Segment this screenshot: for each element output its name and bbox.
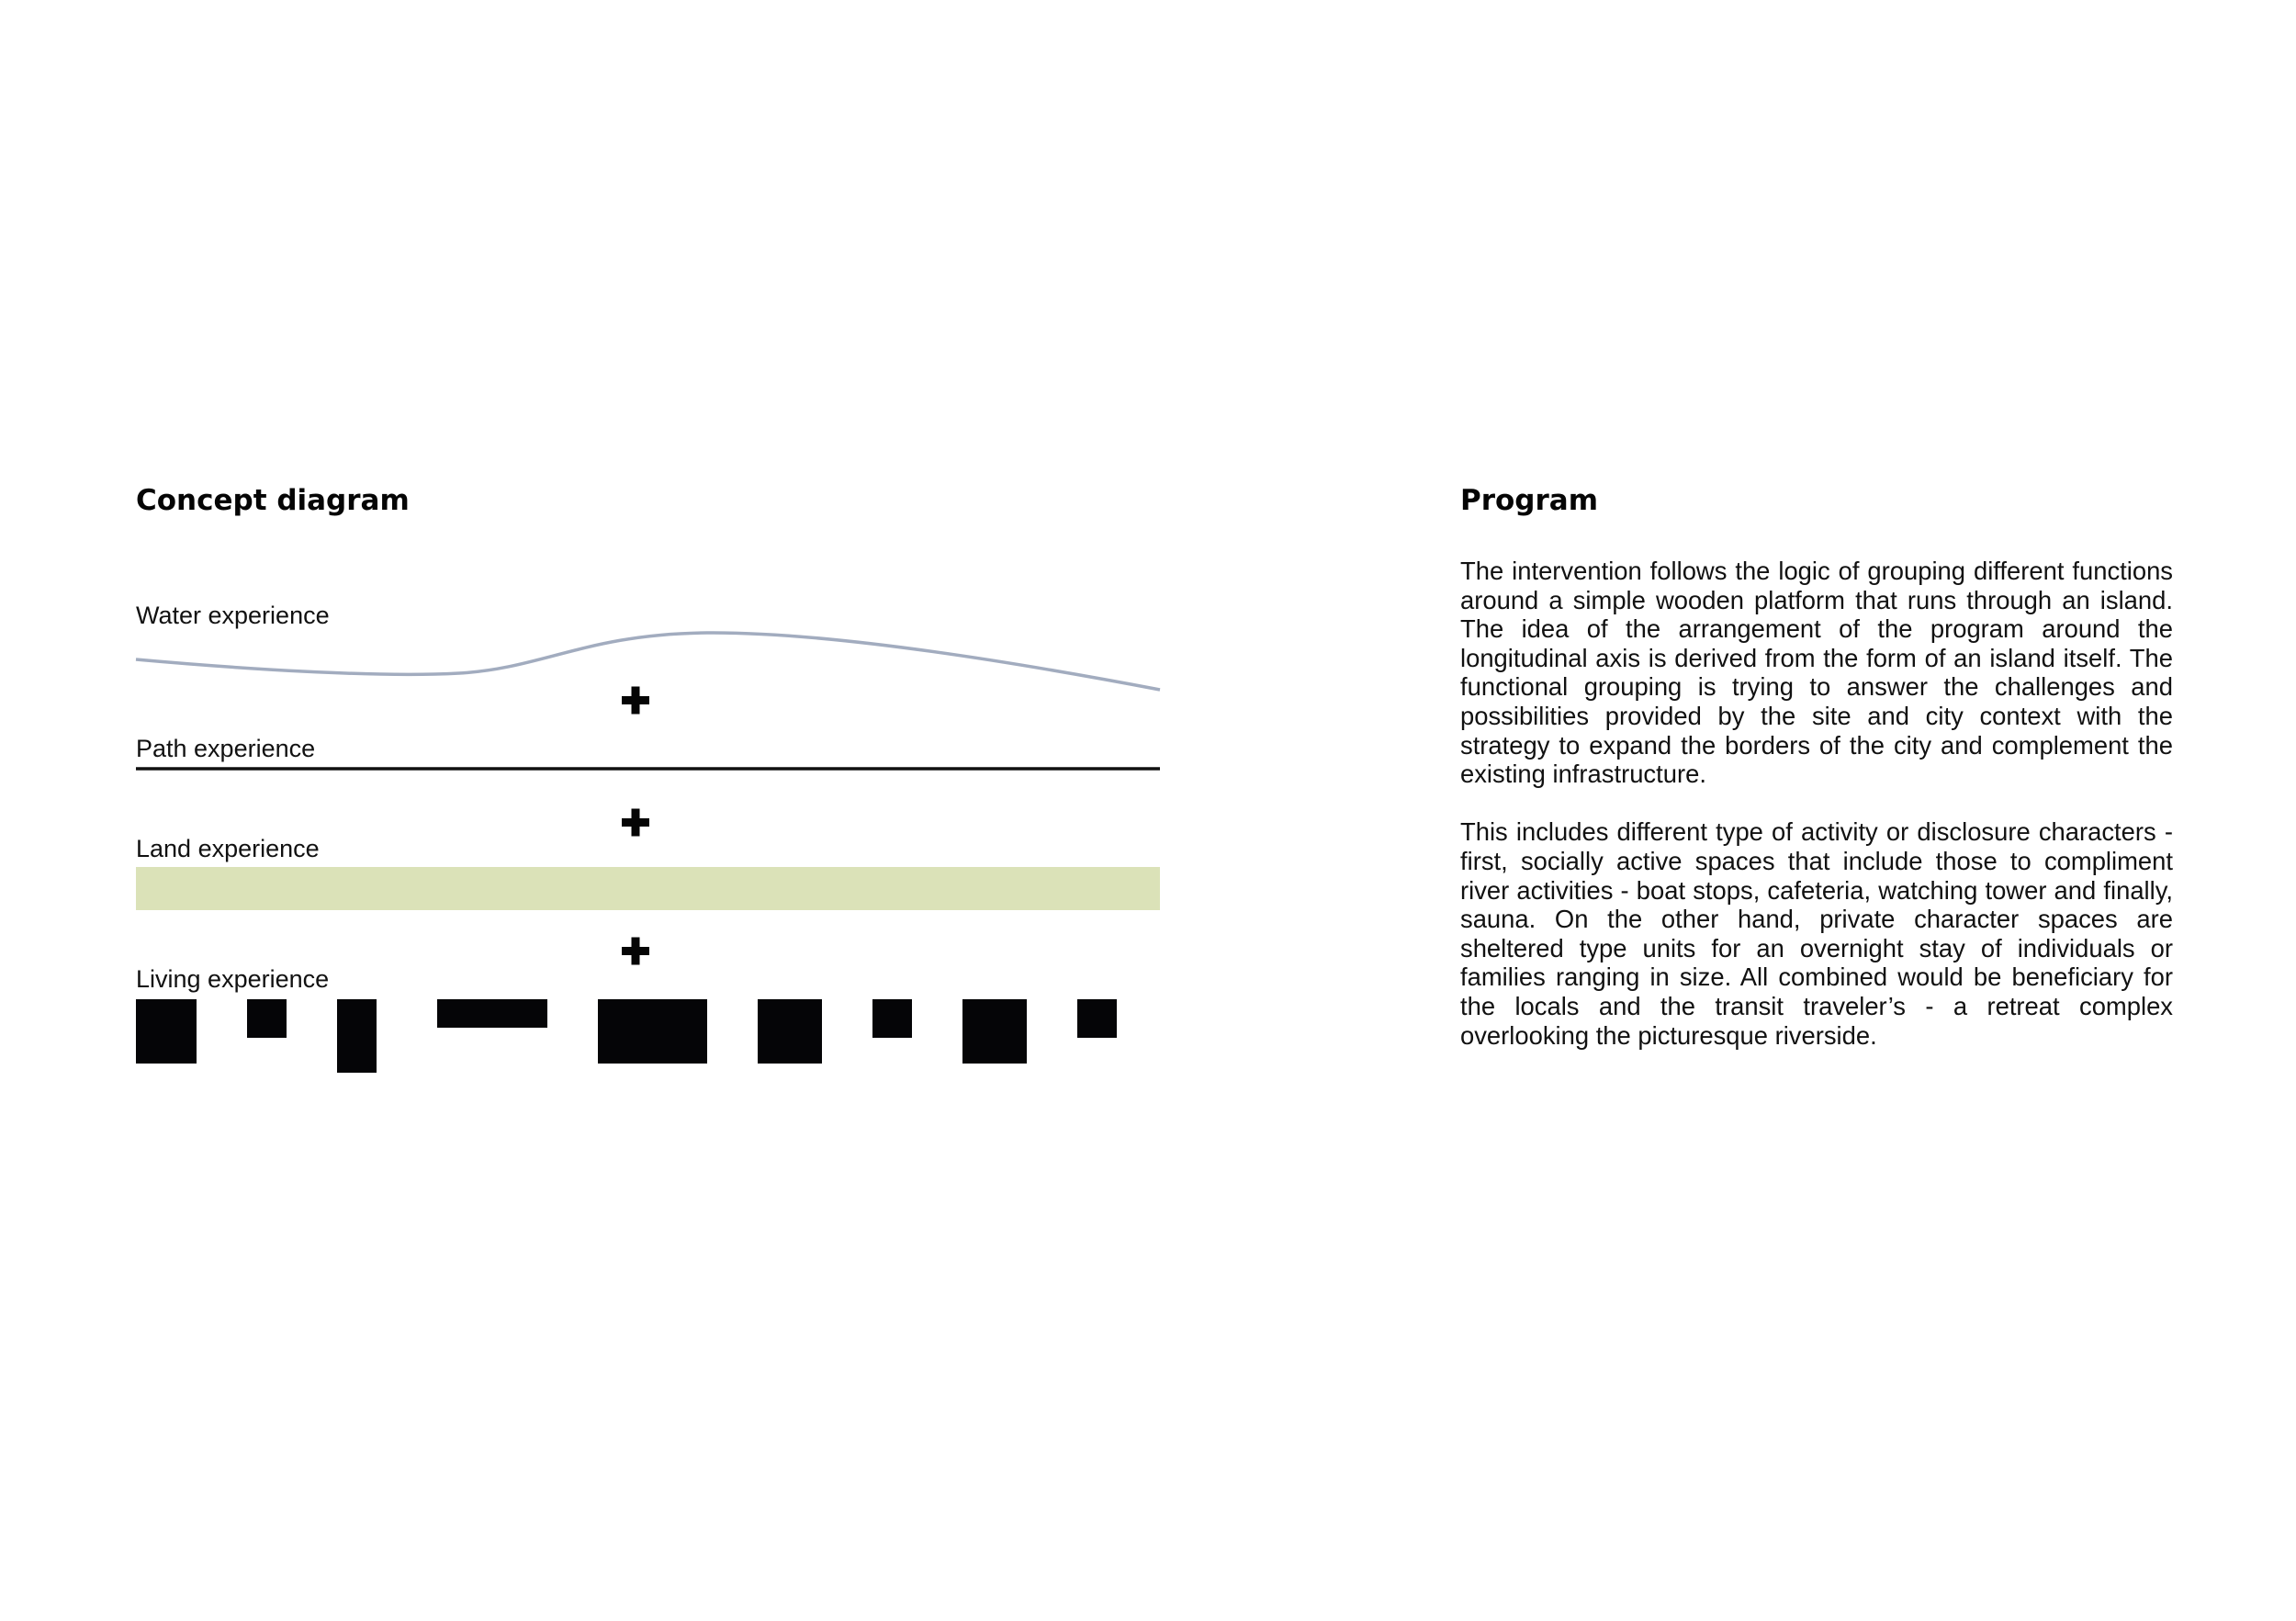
concept-diagram-title: Concept diagram [136,484,410,517]
living-unit [962,999,1027,1064]
living-unit [872,999,912,1038]
living-experience-label: Living experience [136,965,330,993]
land-experience-label: Land experience [136,835,320,862]
living-unit [1077,999,1117,1038]
land-band [136,867,1160,910]
living-unit [758,999,822,1064]
plus-icon [622,809,649,837]
living-unit [247,999,287,1038]
path-experience-label: Path experience [136,735,316,762]
program-title: Program [1460,484,1599,517]
program-paragraph: The intervention follows the logic of grouping different functions around a simple wooden platform that runs through an island. The idea of the arrangement of the program around the longitudinal axis is derived from the form of an island itself. The functional grouping is trying to answer the challenges and possibilities provided by the site and city context with the strategy to expand the borders of the city and complement the existing infrastructure. [1460,557,2173,789]
living-unit [337,999,377,1073]
program-paragraph: This includes different type of activity or disclosure characters - first, socially active spaces that include those to compliment river activities - boat stops, cafeteria, watching tower and finally, sauna. On the other hand, private character spaces are sheltered type units for an overnight stay of individuals or families ranging in size. All combined would be beneficiary for the locals and the transit traveler’s - a retreat complex overlooking the picturesque riverside. [1460,817,2173,1050]
living-unit [136,999,197,1064]
plus-icon [622,687,649,715]
water-line [136,633,1160,690]
plus-icon [622,938,649,965]
living-units [136,999,1117,1073]
water-experience-label: Water experience [136,602,330,629]
program-text [1460,557,2173,1050]
living-unit [598,999,707,1064]
living-unit [437,999,547,1028]
